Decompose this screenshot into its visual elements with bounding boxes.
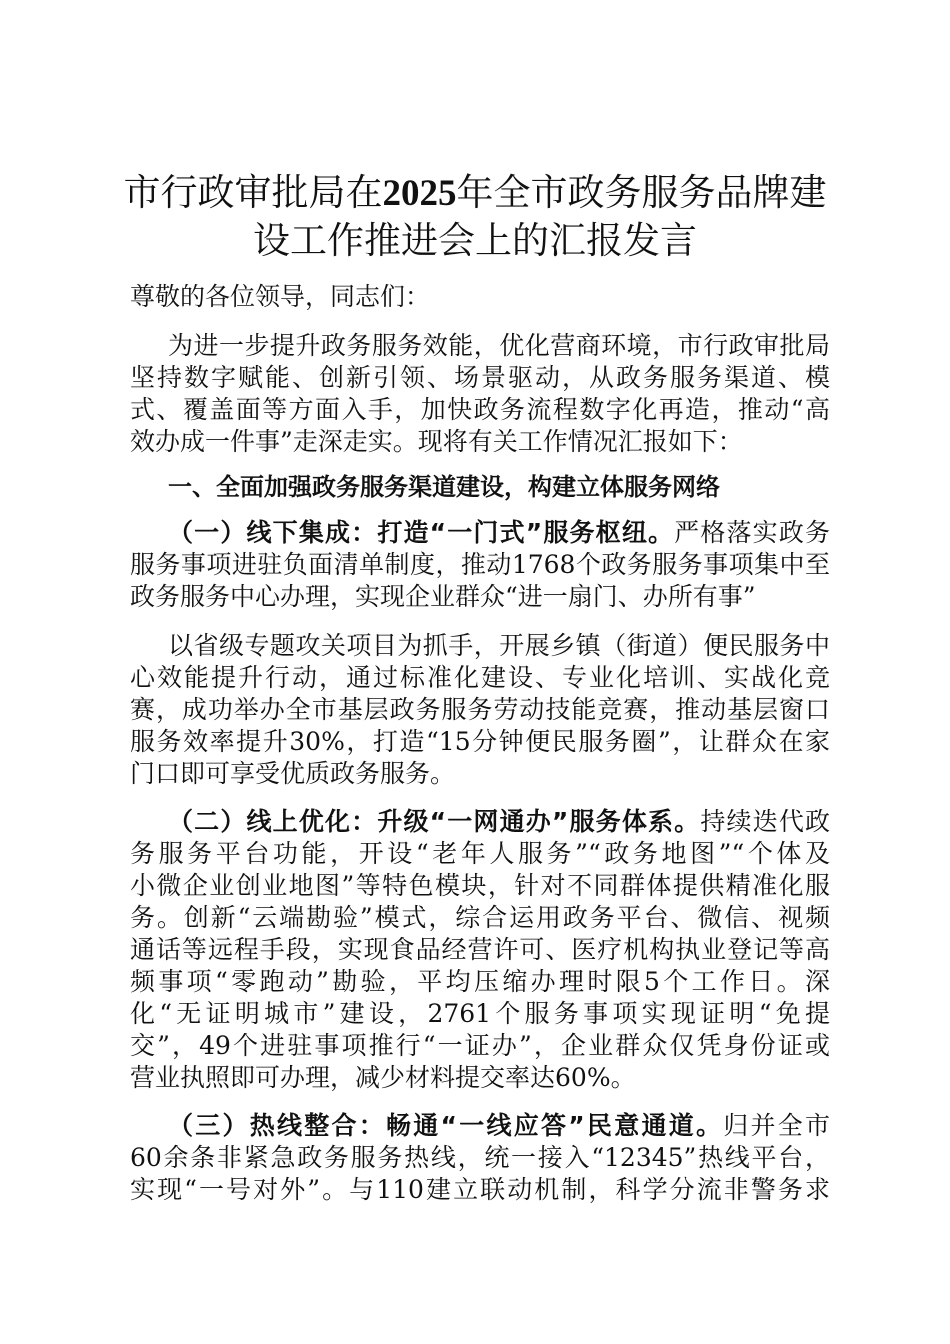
title-line-2: 设工作推进会上的汇报发言 bbox=[253, 219, 697, 262]
item3-bold-title: （三）热线整合：畅通“一线应答”民意通道。 bbox=[168, 1111, 724, 1140]
para2-line: 门口即可享受优质政务服务。 bbox=[130, 759, 456, 788]
item2-line: 化“无证明城市”建设，2761个服务事项实现证明“免提 bbox=[130, 999, 830, 1028]
item3-lead-text: 归并全市 bbox=[723, 1111, 830, 1140]
title-line-1 bbox=[100, 168, 850, 219]
item2-line: 通话等远程手段，实现食品经营许可、医疗机构执业登记等高 bbox=[130, 935, 830, 964]
item1-lead bbox=[168, 517, 830, 549]
item1-line: 政务服务中心办理，实现企业群众“进一扇门、办所有事” bbox=[130, 582, 756, 611]
item2-line: 务。创新“云端勘验”模式，综合运用政务平台、微信、视频 bbox=[130, 903, 830, 932]
item2-lead bbox=[168, 806, 830, 838]
para2-line: 以省级专题攻关项目为抓手，开展乡镇（街道）便民服务中 bbox=[168, 631, 830, 660]
item2-line: 务服务平台功能，开设“老年人服务”“政务地图”“个体及 bbox=[130, 839, 830, 868]
item3-line: 实现“一号对外”。与110建立联动机制，科学分流非警务求 bbox=[130, 1175, 830, 1204]
item1-bold-title: （一）线下集成：打造“一门式”服务枢纽。 bbox=[168, 518, 675, 547]
item2-line: 频事项“零跑动”勘验，平均压缩办理时限5个工作日。深 bbox=[130, 967, 830, 996]
title-year: 2025 bbox=[382, 173, 457, 214]
item2-line: 小微企业创业地图”等特色模块，针对不同群体提供精准化服 bbox=[130, 871, 830, 900]
para2-line: 赛，成功举办全市基层政务服务劳动技能竞赛，推动基层窗口 bbox=[130, 695, 830, 724]
intro-line: 式、覆盖面等方面入手，加快政务流程数字化再造，推动“高 bbox=[130, 395, 830, 424]
item2-line: 营业执照即可办理，减少材料提交率达60%。 bbox=[130, 1063, 636, 1092]
title-text-post: 年全市政务服务品牌建 bbox=[456, 171, 827, 214]
item1-line: 服务事项进驻负面清单制度，推动1768个政务服务事项集中至 bbox=[130, 550, 830, 579]
intro-line: 为进一步提升政务服务效能，优化营商环境，市行政审批局 bbox=[168, 331, 830, 360]
item3-lead bbox=[168, 1110, 830, 1142]
item2-line: 交”，49个进驻事项推行“一证办”，企业群众仅凭身份证或 bbox=[130, 1031, 830, 1060]
item1-lead-text: 严格落实政务 bbox=[674, 518, 830, 547]
item2-bold-title: （二）线上优化：升级“一网通办”服务体系。 bbox=[168, 807, 701, 836]
item2-lead-text: 持续迭代政 bbox=[700, 807, 830, 836]
item3-line: 60余条非紧急政务服务热线，统一接入“12345”热线平台， bbox=[130, 1143, 830, 1172]
intro-line: 坚持数字赋能、创新引领、场景驱动，从政务服务渠道、模 bbox=[130, 363, 830, 392]
title-text-pre: 市行政审批局在 bbox=[123, 171, 383, 214]
section-heading: 一、全面加强政务服务渠道建设，构建立体服务网络 bbox=[168, 473, 720, 501]
para2-line: 服务效率提升30%，打造“15分钟便民服务圈”，让群众在家 bbox=[130, 727, 830, 756]
intro-line: 效办成一件事”走深走实。现将有关工作情况汇报如下： bbox=[130, 427, 743, 456]
para2-line: 心效能提升行动，通过标准化建设、专业化培训、实战化竞 bbox=[130, 663, 830, 692]
greeting: 尊敬的各位领导，同志们： bbox=[130, 282, 431, 311]
